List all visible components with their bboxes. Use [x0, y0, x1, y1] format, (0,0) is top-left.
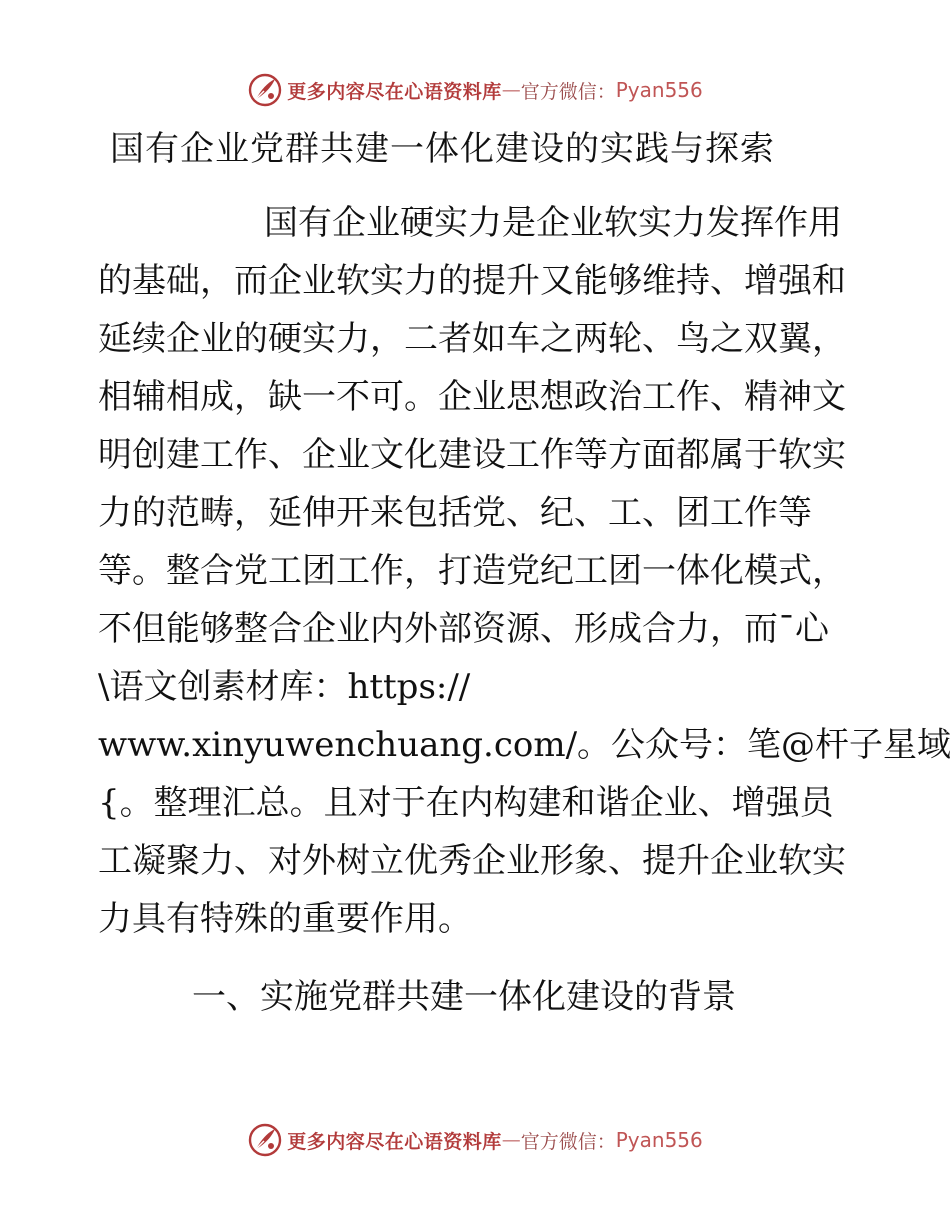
paragraph-line: 力的范畴，延伸开来包括党、纪、工、团工作等 [98, 493, 812, 533]
banner-separator: — [501, 1129, 521, 1151]
paragraph-line: 相辅相成，缺一不可。企业思想政治工作、精神文 [98, 377, 846, 417]
body-paragraph [98, 194, 951, 948]
paragraph-line: 等。整合党工团工作，打造党纪工团一体化模式， [98, 551, 846, 591]
paragraph-line: www.xinyuwenchuang.com/。公众号：笔@杆子星域 [98, 725, 951, 765]
paragraph-line: 工凝聚力、对外树立优秀企业形象、提升企业软实 [98, 841, 846, 881]
paragraph-line: 不但能够整合企业内外部资源、形成合力，而¯心 [98, 609, 829, 649]
banner-wechat-label: 官方微信： [520, 80, 616, 103]
paragraph-line: 力具有特殊的重要作用。 [98, 899, 472, 939]
footer-watermark-banner [0, 1120, 950, 1160]
banner-wechat-label: 官方微信： [520, 1130, 616, 1153]
document-title: 国有企业党群共建一体化建设的实践与探索 [110, 129, 775, 169]
header-watermark-banner [0, 70, 950, 110]
paragraph-line: 国有企业硬实力是企业软实力发挥作用 [264, 203, 842, 243]
paragraph-line: \语文创素材库：https:// [98, 667, 471, 707]
paragraph-line: {。整理汇总。且对于在内构建和谐企业、增强员 [98, 783, 834, 823]
feather-pen-logo-icon [247, 72, 283, 108]
paragraph-line: 明创建工作、企业文化建设工作等方面都属于软实 [98, 435, 846, 475]
section-heading: 一、实施党群共建一体化建设的背景 [192, 977, 736, 1017]
banner-main-text: 更多内容尽在心语资料库 [287, 1130, 502, 1153]
paragraph-line: 延续企业的硬实力，二者如车之两轮、鸟之双翼， [98, 319, 846, 359]
banner-wechat-id: Pyan556 [615, 1128, 703, 1152]
feather-pen-logo-icon [247, 1122, 283, 1158]
paragraph-line: 的基础，而企业软实力的提升又能够维持、增强和 [98, 261, 846, 301]
banner-wechat-id: Pyan556 [615, 78, 703, 102]
banner-main-text: 更多内容尽在心语资料库 [287, 80, 502, 103]
banner-separator: — [501, 79, 521, 101]
